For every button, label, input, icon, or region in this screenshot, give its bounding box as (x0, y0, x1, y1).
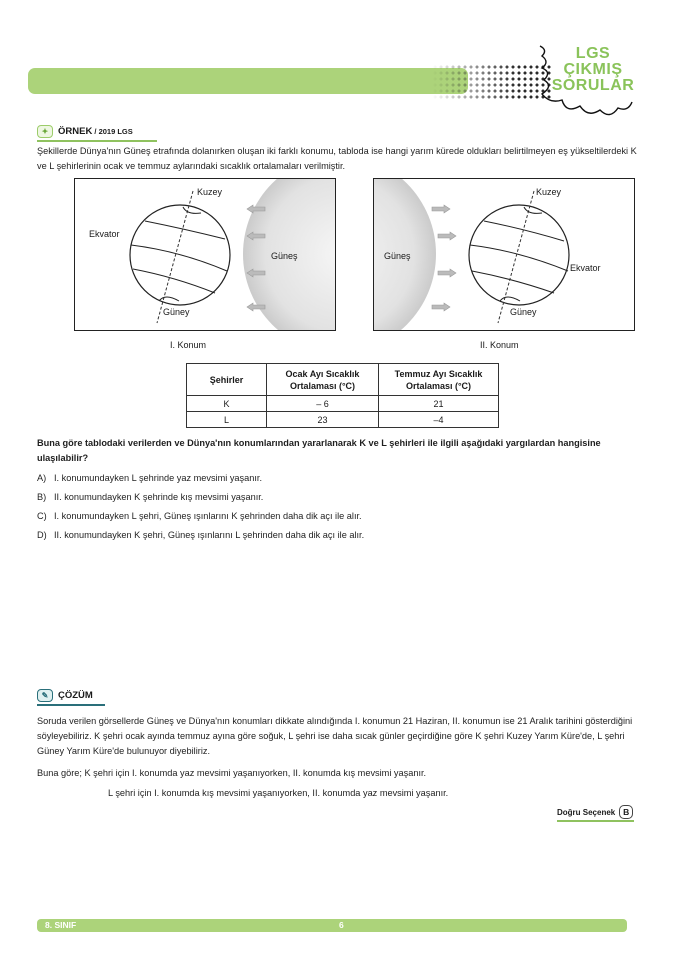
example-label: ÖRNEK / 2019 LGS (58, 126, 133, 137)
example-underline (37, 140, 157, 142)
header-bar (28, 68, 468, 94)
equator-label: Ekvator (89, 229, 120, 239)
lightbulb-icon: ✦ (37, 125, 53, 138)
figure-caption-1: I. Konum (170, 340, 207, 350)
south-label: Güney (510, 307, 537, 317)
figure-position-2 (373, 178, 635, 331)
footer-bar (37, 919, 627, 932)
option-b[interactable]: B) II. konumundayken K şehrinde kış mevsimi yaşanır. (37, 492, 264, 502)
table-cell: 21 (379, 396, 499, 412)
table-header-row (187, 364, 499, 396)
answer-value: B (619, 805, 633, 819)
page-number: 6 (339, 920, 344, 930)
temperature-table (186, 363, 499, 428)
solution-line-1: Buna göre; K şehri için I. konumda yaz mevsimi yaşanıyorken, II. konumda kış mevsimi yaşanır. (37, 768, 427, 778)
table-cell: –4 (379, 412, 499, 428)
solution-paragraph: Soruda verilen görsellerde Güneş ve Dünya'nın konumları dikkate alındığında I. konumun 21 Haziran, II. konumun ise 21 Aralık tarihini gösterdiğini söyleyebiliriz. K şehri ocak ayında temmuz ayına göre soğuk, L şehri ise daha sıcak günler geçirdiğine göre K şehri Kuzey Yarım Küre'de, L şehri Güney Yarım Küre'de bulunuyor diyebiliriz. (37, 716, 633, 756)
north-label: Kuzey (536, 187, 562, 197)
solution-underline (37, 704, 105, 706)
example-intro: Şekillerde Dünya'nın Güneş etrafında dolanırken oluşan iki farklı konumu, tabloda ise hangi yarım kürede oldukları belirtilmeyen eş yükseltilerdeki K ve L şehirlerinin ocak ve temmuz aylarındaki sıcaklık ortalamaları verilmiştir. (37, 146, 637, 171)
badge-line-3: SORULAR (551, 77, 635, 94)
example-tag (37, 125, 133, 138)
question-text: Buna göre tablodaki verilerden ve Dünya'nın konumlarından yararlanarak K ve L şehirleri ile ilgili aşağıdaki yargılardan hangisine ulaşılabilir? (37, 438, 601, 463)
option-d[interactable]: D) II. konumundayken K şehri, Güneş ışınlarını L şehrinden daha dik açı ile alır. (37, 530, 365, 540)
table-cell: L (187, 412, 267, 428)
figure-position-1 (74, 178, 336, 331)
solution-tag (37, 689, 93, 702)
sun-label: Güneş (271, 251, 298, 261)
option-a[interactable]: A) I. konumundayken L şehrinde yaz mevsimi yaşanır. (37, 473, 263, 483)
correct-answer (557, 805, 633, 819)
badge-line-2: ÇIKMIŞ (563, 61, 623, 78)
equator-label: Ekvator (570, 263, 601, 273)
grade-label: 8. SINIF (45, 920, 77, 930)
table-cell: K (187, 396, 267, 412)
badge-line-1: LGS (575, 45, 611, 62)
sun-label: Güneş (384, 251, 411, 261)
option-c[interactable]: C) I. konumundayken L şehri, Güneş ışınlarını K şehrinden daha dik açı ile alır. (37, 511, 362, 521)
solution-icon: ✎ (37, 689, 53, 702)
table-cell: – 6 (267, 396, 379, 412)
north-label: Kuzey (197, 187, 223, 197)
solution-line-2: L şehri için I. konumda kış mevsimi yaşanıyorken, II. konumda yaz mevsimi yaşanır. (108, 788, 449, 798)
south-label: Güney (163, 307, 190, 317)
table-row (187, 412, 499, 428)
col-header-cities: Şehirler (187, 364, 267, 396)
table-row (187, 396, 499, 412)
col-header-july: Temmuz Ayı Sıcaklık Ortalaması (°C) (379, 364, 499, 396)
answer-label: Doğru Seçenek (557, 807, 616, 817)
col-header-january: Ocak Ayı Sıcaklık Ortalaması (°C) (267, 364, 379, 396)
lgs-badge (548, 46, 638, 94)
answer-underline (557, 820, 634, 822)
table-cell: 23 (267, 412, 379, 428)
figure-caption-2: II. Konum (480, 340, 519, 350)
solution-label: ÇÖZÜM (58, 690, 93, 701)
earth-globe-icon (374, 179, 635, 331)
